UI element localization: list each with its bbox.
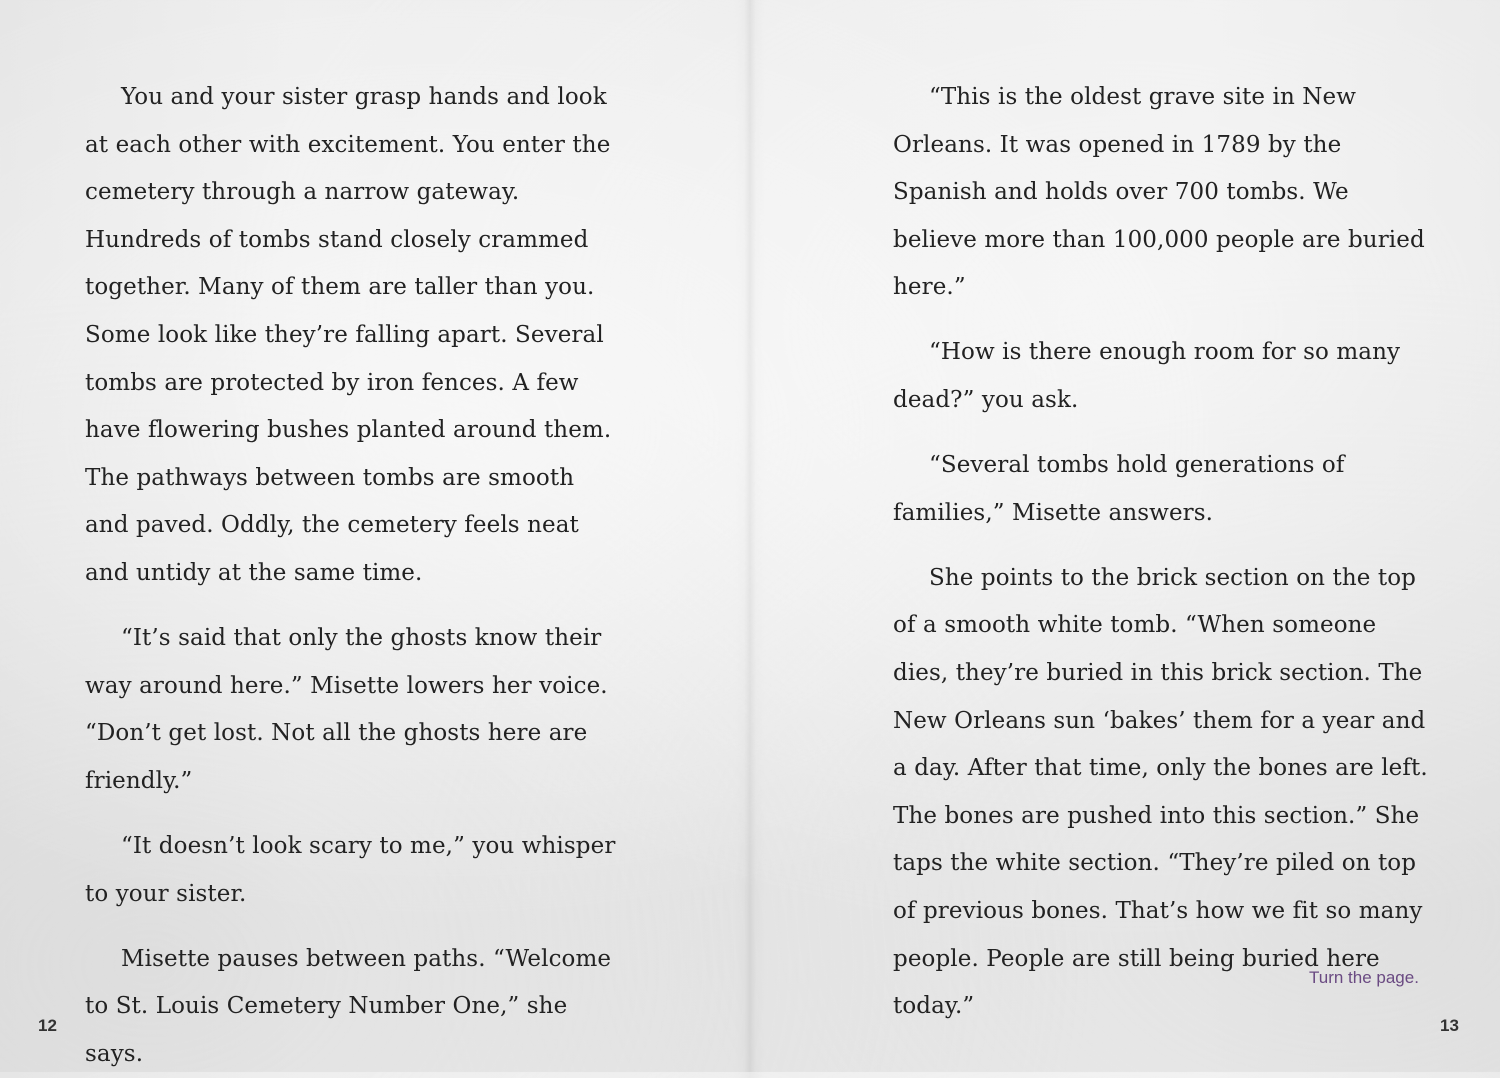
paragraph: “How is there enough room for so many dead?” you ask.: [893, 339, 1401, 414]
paragraph: “It’s said that only the ghosts know their way around here.” Misette lowers her voice. “Don’t get lost. Not all the ghosts here are friendly.”: [85, 625, 608, 794]
paragraph: “This is the oldest grave site in New Orleans. It was opened in 1789 by the Spanish and holds over 700 tombs. We believe more than 100,000 people are buried here.”: [893, 84, 1425, 301]
right-page-text: [893, 74, 1433, 1031]
paragraph: “Several tombs hold generations of families,” Misette answers.: [893, 452, 1345, 526]
page-number: 13: [1440, 1016, 1459, 1035]
page-number: 12: [38, 1016, 57, 1035]
left-page: [0, 0, 750, 1072]
paragraph: She points to the brick section on the top of a smooth white tomb. “When someone dies, they’re buried in this brick section. The New Orleans sun ‘bakes’ them for a year and a day. After that time, only the bones are left. The bones are pushed into this section.” She taps the white section. “They’re piled on top of previous bones. That’s how we fit so many people. People are still being buried here today.”: [893, 564, 1428, 1020]
paragraph: Misette pauses between paths. “Welcome to St. Louis Cemetery Number One,” she says.: [85, 945, 612, 1067]
paragraph: “It doesn’t look scary to me,” you whisper to your sister.: [85, 832, 616, 907]
right-page: [750, 0, 1500, 1072]
paragraph: You and your sister grasp hands and look at each other with excitement. You enter the cemetery through a narrow gateway. Hundreds of tombs stand closely crammed together. Many of them are taller than you. Some look like they’re falling apart. Several tombs are protected by iron fences. A few have flowering bushes planted around them. The pathways between tombs are smooth and paved. Oddly, the cemetery feels neat and untidy at the same time.: [85, 84, 612, 586]
left-page-text: [85, 74, 625, 1078]
turn-page-link[interactable]: Turn the page.: [1309, 968, 1419, 987]
